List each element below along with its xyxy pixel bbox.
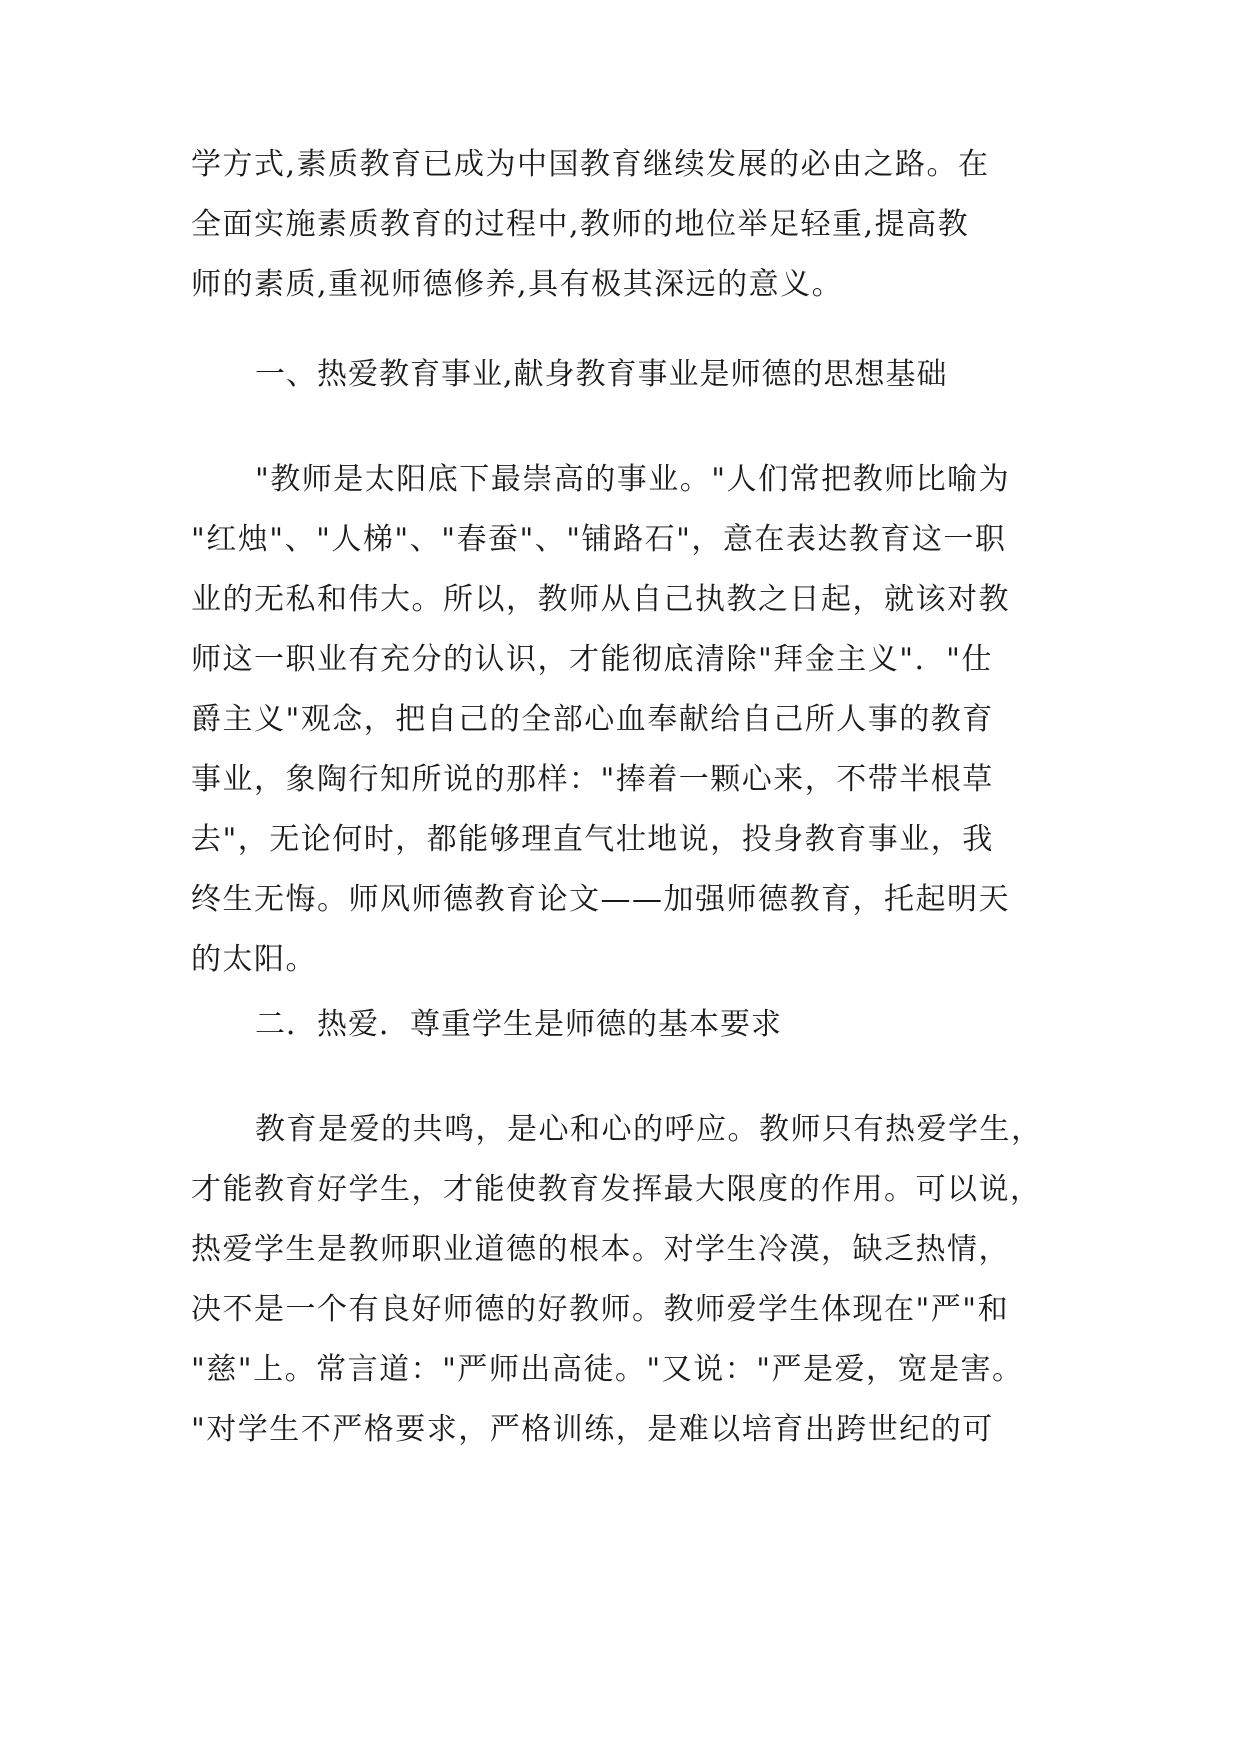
text-line: "慈"上。常言道："严师出高徒。"又说："严是爱，宽是害。 [191, 1352, 1024, 1387]
text-line: 师这一职业有充分的认识，才能彻底清除"拜金主义"．"仕 [191, 642, 993, 677]
text-line: 事业，象陶行知所说的那样："捧着一颗心来，不带半根草 [191, 762, 994, 797]
text-line: 去"，无论何时，都能够理直气壮地说，投身教育事业，我 [191, 822, 994, 857]
text-line: 业的无私和伟大。所以，教师从自己执教之日起，就该对教 [191, 582, 1010, 617]
text-line: "教师是太阳底下最崇高的事业。"人们常把教师比喻为 [255, 462, 1011, 497]
text-line: 决不是一个有良好师德的好教师。教师爱学生体现在"严"和 [191, 1292, 1010, 1327]
text-line: "红烛"、"人梯"、"春蚕"、"铺路石"，意在表达教育这一职 [191, 522, 1007, 557]
text-line: 热爱学生是教师职业道德的根本。对学生冷漠，缺乏热情， [191, 1232, 1010, 1267]
text-line: 才能教育好学生，才能使教育发挥最大限度的作用。可以说， [191, 1172, 1042, 1207]
text-line: 师的素质,重视师德修养,具有极其深远的意义。 [191, 267, 844, 302]
text-line: 全面实施素质教育的过程中,教师的地位举足轻重,提高教 [191, 207, 970, 242]
heading-text: 二．热爱．尊重学生是师德的基本要求 [255, 1007, 782, 1042]
text-line: 教育是爱的共鸣，是心和心的呼应。教师只有热爱学生， [255, 1112, 1043, 1147]
heading-text: 一、热爱教育事业,献身教育事业是师德的思想基础 [255, 357, 948, 392]
section-heading-2 [191, 995, 1071, 1055]
section-heading-1 [191, 345, 1071, 405]
text-line: 爵主义"观念，把自己的全部心血奉献给自己所人事的教育 [191, 702, 994, 737]
text-line: 的太阳。 [191, 942, 317, 977]
paragraph-love-students [191, 1100, 1071, 1460]
text-line: 学方式,素质教育已成为中国教育继续发展的必由之路。在 [191, 147, 990, 182]
paragraph-teaching-career [191, 450, 1071, 990]
text-line: "对学生不严格要求，严格训练，是难以培育出跨世纪的可 [191, 1412, 994, 1447]
text-line: 终生无悔。师风师德教育论文——加强师德教育，托起明天 [191, 882, 1010, 917]
paragraph-intro-continuation [191, 135, 1071, 315]
